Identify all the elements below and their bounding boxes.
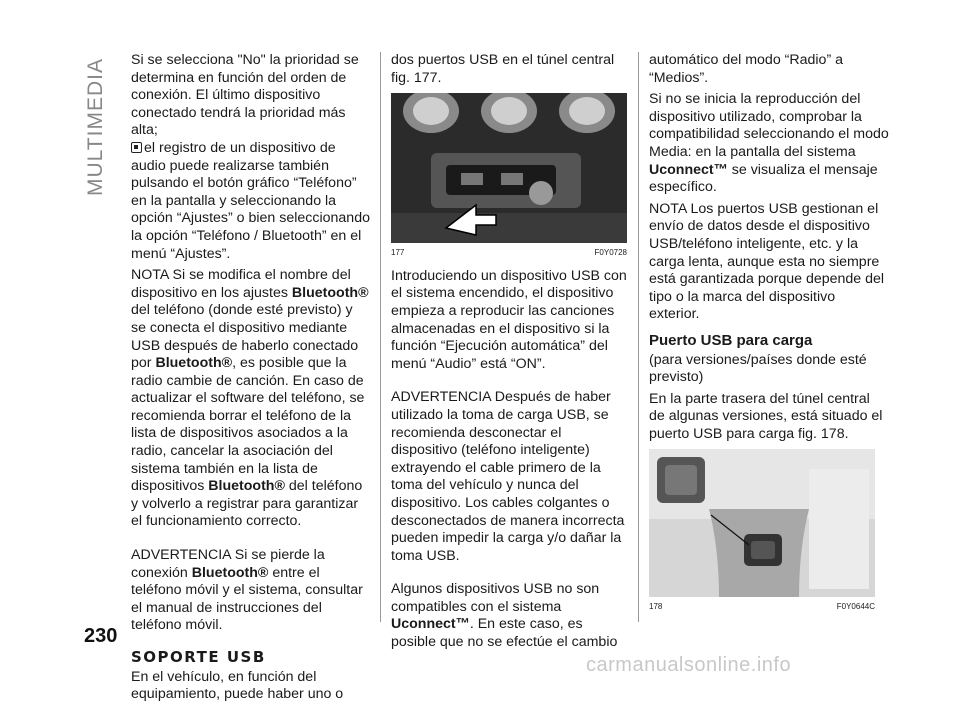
paragraph bbox=[649, 91, 889, 197]
subsection-title: Puerto USB para carga bbox=[649, 331, 813, 349]
text: NOTA Si se modifica el nombre del dispositivo en los ajustes bbox=[131, 267, 351, 301]
warning-paragraph: ADVERTENCIA Después de haber utilizado la toma de carga USB, se recomienda desconectar el dispositivo (teléfono inteligente) extrayendo el cable primero de la toma del vehículo y nunca del dispositivo. Los cables colgantes o desconectados de manera incorrecta pueden impedir la carga y/o dañar la toma USB. bbox=[391, 389, 625, 564]
bold-term: Bluetooth® bbox=[191, 564, 269, 581]
paragraph bbox=[131, 52, 371, 263]
bold-term: Bluetooth® bbox=[291, 284, 369, 301]
bold-term: Bluetooth® bbox=[208, 478, 285, 495]
figure-caption bbox=[649, 598, 875, 616]
paragraph: dos puertos USB en el túnel central fig. 177. bbox=[391, 52, 615, 86]
usb-charging-port-illustration bbox=[649, 449, 875, 597]
usb-ports-illustration bbox=[391, 93, 627, 243]
pictogram-icon bbox=[131, 142, 142, 153]
note-paragraph: NOTA Los puertos USB gestionan el envío de datos desde el dispositivo USB/teléfono inteligente, etc. y la carga lenta, aunque esta no siempre está garantizada porque depende del tipo o la marca del dispositivo exterior. bbox=[649, 200, 885, 323]
paragraph: automático del modo “Radio” a “Medios”. bbox=[649, 52, 843, 86]
paragraph: Introduciendo un dispositivo USB con el sistema encendido, el dispositivo empieza a reproducir las canciones almacenadas en el dispositivo si la función “Ejecución automática” del menú “Audio” está “ON”. bbox=[391, 267, 627, 372]
section-title: SOPORTE USB bbox=[131, 648, 266, 666]
column-2 bbox=[391, 52, 631, 656]
figure-code: F0Y0728 bbox=[594, 248, 627, 258]
paragraph: En el vehículo, en función del equipamiento, puede haber uno o bbox=[131, 668, 344, 703]
section-side-tab-label: MULTIMEDIA bbox=[84, 58, 107, 196]
figure-177 bbox=[391, 93, 627, 262]
paragraph: En la parte trasera del túnel central de algunas versiones, está situado el puerto USB para carga fig. 178. bbox=[649, 390, 883, 442]
text: . En este caso, es posible que no se efectúe el cambio bbox=[391, 616, 618, 651]
figure-number: 178 bbox=[649, 602, 663, 612]
column-3 bbox=[649, 52, 889, 622]
figure-178 bbox=[649, 449, 885, 616]
bold-term: Uconnect™ bbox=[649, 161, 728, 178]
column-divider bbox=[380, 52, 381, 622]
text: Algunos dispositivos USB no son compatibles con el sistema bbox=[391, 581, 600, 615]
figure-number: 177 bbox=[391, 248, 405, 258]
bold-term: Bluetooth® bbox=[155, 355, 233, 372]
text: el registro de un dispositivo de audio puede realizarse también pulsando el botón gráfico “Teléfono” en la pantalla y seleccionando la opción “Ajustes” o bien seleccionando la opción “Teléfono / Bluetooth” en el menú “Ajustes”. bbox=[131, 139, 370, 262]
text: se visualiza el mensaje específico. bbox=[649, 161, 878, 196]
text: , es posible que la radio cambie de canción. En caso de actualizar el software del teléfono, se recomienda borrar el teléfono de la lista de dispositivos asociados a la radio, cancelar la asociación del sistema también en la lista de dispositivos bbox=[131, 355, 365, 495]
watermark: carmanualsonline.info bbox=[586, 654, 792, 676]
figure-code: F0Y0644C bbox=[836, 602, 875, 612]
text: del teléfono (donde esté previsto) y se conecta el dispositivo mediante USB después de haberlo conectado por bbox=[131, 302, 359, 372]
text: ADVERTENCIA Si se pierde la conexión bbox=[131, 547, 325, 581]
note-paragraph bbox=[131, 267, 371, 531]
column-1 bbox=[131, 52, 371, 708]
paragraph bbox=[391, 581, 631, 651]
section-side-tab bbox=[84, 58, 108, 196]
warning-paragraph bbox=[131, 547, 371, 635]
figure-caption bbox=[391, 244, 627, 262]
text: Si no se inicia la reproducción del dispositivo utilizado, comprobar la compatibilidad seleccionando el modo Media: en la pantalla del sistema bbox=[649, 91, 889, 160]
page-number: 230 bbox=[84, 625, 118, 647]
column-divider bbox=[638, 52, 639, 622]
text: entre el teléfono móvil y el sistema, consultar el manual de instrucciones del teléfono móvil. bbox=[131, 564, 363, 634]
paragraph: (para versiones/países donde esté previsto) bbox=[649, 351, 867, 386]
text: del teléfono y volverlo a registrar para garantizar el funcionamiento correcto. bbox=[131, 478, 363, 530]
bold-term: Uconnect™ bbox=[391, 616, 470, 633]
text: Si se selecciona "No" la prioridad se determina en función del orden de conexión. El último dispositivo conectado tendrá la prioridad más alta; bbox=[131, 52, 359, 139]
